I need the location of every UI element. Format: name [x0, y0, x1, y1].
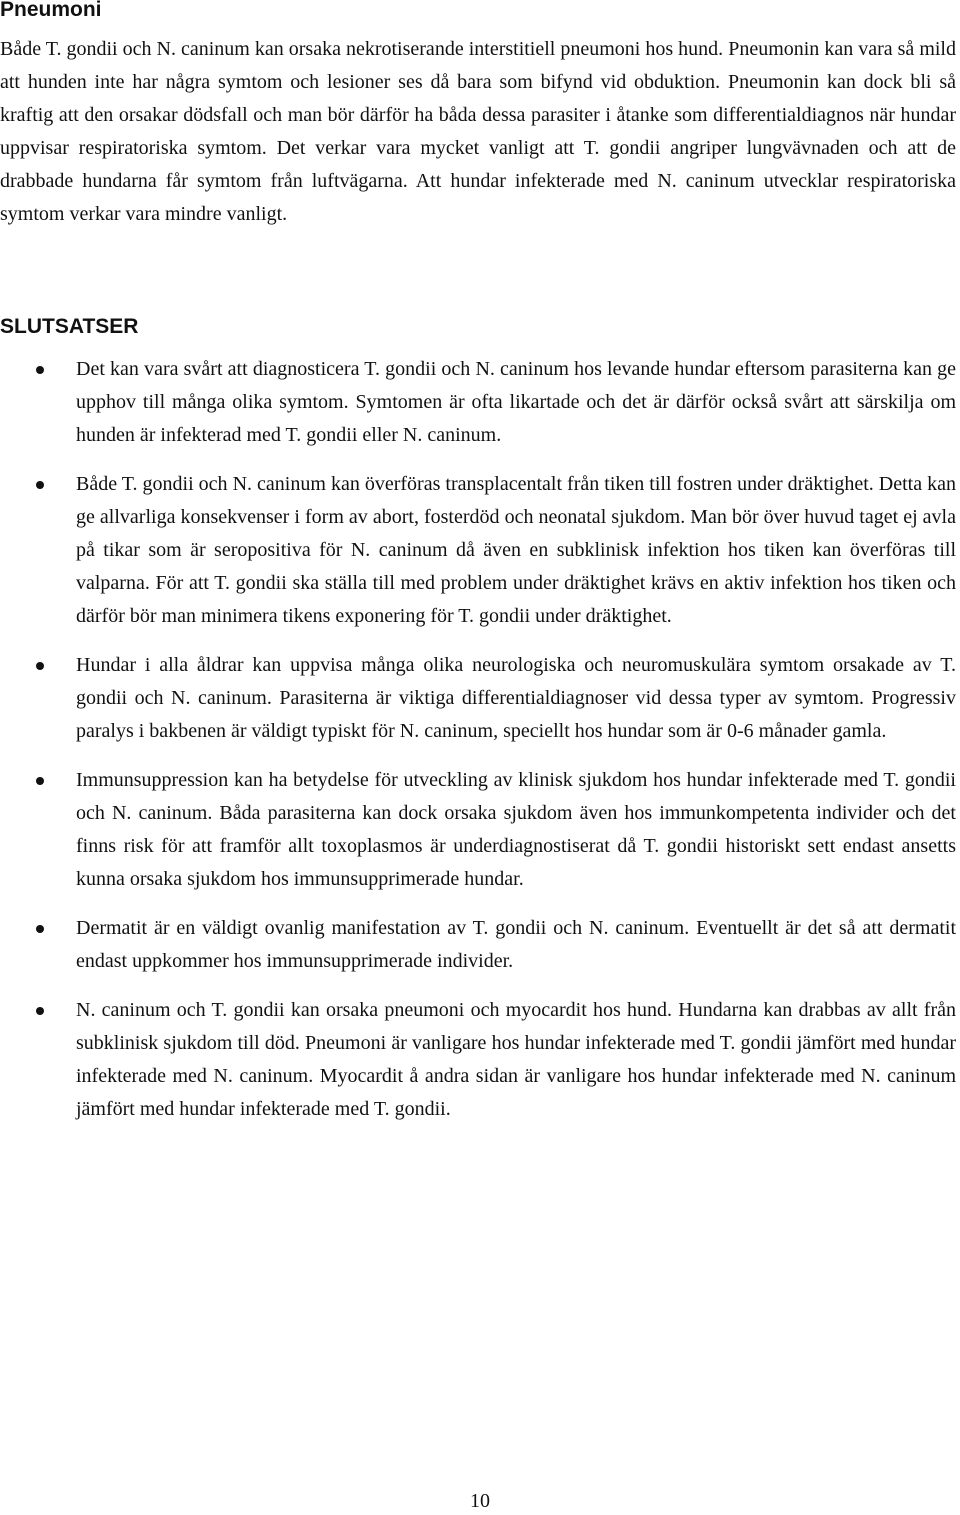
section-heading-slutsatser: SLUTSATSER [0, 315, 139, 338]
list-item-text: Hundar i alla åldrar kan uppvisa många olika neurologiska och neuromuskulära symtom orsakade av T. gondii och N. caninum. Parasiterna är viktiga differentialdiagnoser vid dessa typer av symtom. Progressiv paralys i bakbenen är väldigt typiskt för N. caninum, speciellt hos hundar som är 0-6 månader gamla. [76, 654, 956, 742]
list-item-text: Dermatit är en väldigt ovanlig manifestation av T. gondii och N. caninum. Eventuellt är det så att dermatit endast uppkommer hos immunsupprimerade individer. [76, 917, 956, 972]
list-item [0, 994, 960, 1126]
list-item [0, 649, 960, 748]
list-item-text: Det kan vara svårt att diagnosticera T. gondii och N. caninum hos levande hundar eftersom parasiterna kan ge upphov till många olika symtom. Symtomen är ofta likartade och det är därför också svårt att särskilja om hunden är infekterad med T. gondii eller N. caninum. [76, 358, 956, 446]
list-item-text: N. caninum och T. gondii kan orsaka pneumoni och myocardit hos hund. Hundarna kan drabbas av allt från subklinisk sjukdom till död. Pneumoni är vanligare hos hundar infekterade med T. gondii jämfört med hundar infekterade med N. caninum. Myocardit å andra sidan är vanligare hos hundar infekterade med N. caninum jämfört med hundar infekterade med T. gondii. [76, 999, 956, 1120]
conclusions-list [0, 353, 960, 1142]
list-item [0, 912, 960, 978]
list-item [0, 764, 960, 896]
list-item [0, 353, 960, 452]
bullet-icon [36, 925, 44, 933]
bullet-icon [36, 481, 44, 489]
bullet-icon [36, 1007, 44, 1015]
list-item-text: Immunsuppression kan ha betydelse för utveckling av klinisk sjukdom hos hundar infekterade med T. gondii och N. caninum. Båda parasiterna kan dock orsaka sjukdom även hos immunkompetenta individer och det finns risk för att framför allt toxoplasmos är underdiagnostiserat då T. gondii historiskt sett endast ansetts kunna orsaka sjukdom hos immunsupprimerade hundar. [76, 769, 956, 890]
bullet-icon [36, 662, 44, 670]
list-item-text: Både T. gondii och N. caninum kan överföras transplacentalt från tiken till fostren under dräktighet. Detta kan ge allvarliga konsekvenser i form av abort, fosterdöd och neonatal sjukdom. Man bör över huvud taget ej avla på tikar som är seropositiva för N. caninum då även en subklinisk infektion hos tiken kan överföras till valparna. För att T. gondii ska ställa till med problem under dräktighet krävs en aktiv infektion hos tiken och därför bör man minimera tikens exponering för T. gondii under dräktighet. [76, 473, 956, 627]
bullet-icon [36, 777, 44, 785]
pneumoni-paragraph: Både T. gondii och N. caninum kan orsaka nekrotiserande interstitiell pneumoni hos hund. Pneumonin kan vara så mild att hunden inte har några symtom och lesioner ses då bara som bifynd vid obduktion. Pneumonin kan dock bli så kraftig att den orsakar dödsfall och man bör därför ha båda dessa parasiter i åtanke som differentialdiagnos när hundar uppvisar respiratoriska symtom. Det verkar vara mycket vanligt att T. gondii angriper lungvävnaden och att de drabbade hundarna får symtom från luftvägarna. Att hundar infekterade med N. caninum utvecklar respiratoriska symtom verkar vara mindre vanligt. [0, 38, 956, 225]
bullet-icon [36, 366, 44, 374]
list-item [0, 468, 960, 633]
section-heading-pneumoni: Pneumoni [0, 0, 102, 21]
page-number: 10 [470, 1490, 490, 1512]
